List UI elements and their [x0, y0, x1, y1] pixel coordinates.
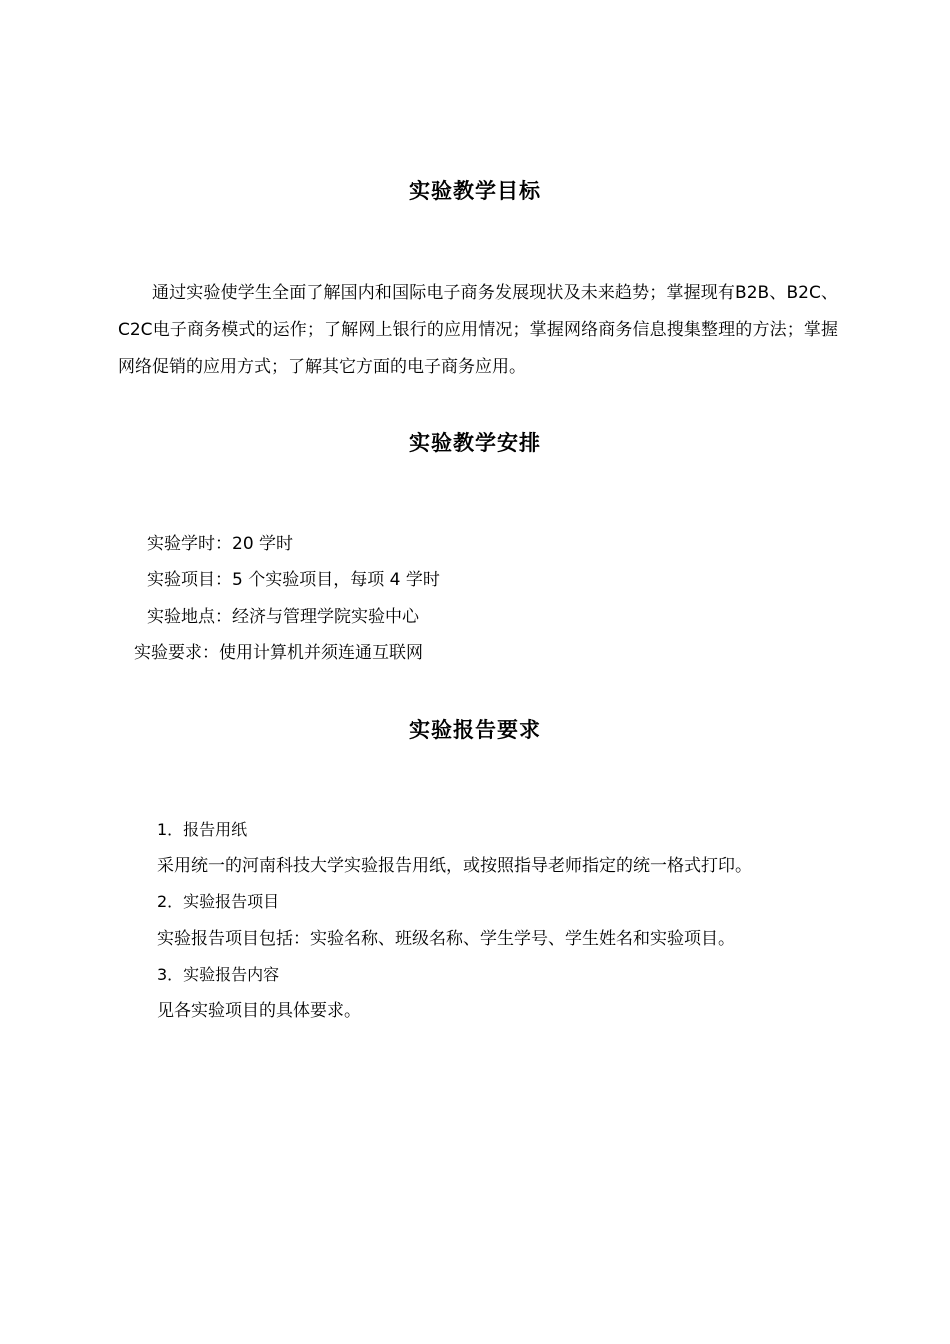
- arrangement-requirement: 实验要求：使用计算机并须连通互联网: [134, 643, 423, 663]
- report-item-title: 2．实验报告项目: [157, 892, 280, 911]
- objectives-paragraph: 通过实验使学生全面了解国内和国际电子商务发展现状及未来趋势；掌握现有B2B、B2C、C2C电子商务模式的运作；了解网上银行的应用情况；掌握网络商务信息搜集整理的方法；掌握网络促销的应用方式；了解其它方面的电子商务应用。: [118, 283, 838, 377]
- arrangement-location: 实验地点：经济与管理学院实验中心: [147, 607, 419, 627]
- report-item-title: 3．实验报告内容: [157, 965, 280, 984]
- report-item-body: 采用统一的河南科技大学实验报告用纸，或按照指导老师指定的统一格式打印。: [157, 856, 752, 876]
- objectives-heading: 实验教学目标: [409, 179, 541, 203]
- report-item-title: 1．报告用纸: [157, 820, 248, 839]
- report-heading: 实验报告要求: [409, 718, 541, 742]
- arrangement-heading: 实验教学安排: [409, 431, 541, 455]
- arrangement-hours: 实验学时：20 学时: [147, 534, 294, 554]
- report-item-body: 见各实验项目的具体要求。: [157, 1001, 361, 1021]
- report-item-body: 实验报告项目包括：实验名称、班级名称、学生学号、学生姓名和实验项目。: [157, 929, 735, 949]
- arrangement-projects: 实验项目：5 个实验项目，每项 4 学时: [147, 570, 440, 590]
